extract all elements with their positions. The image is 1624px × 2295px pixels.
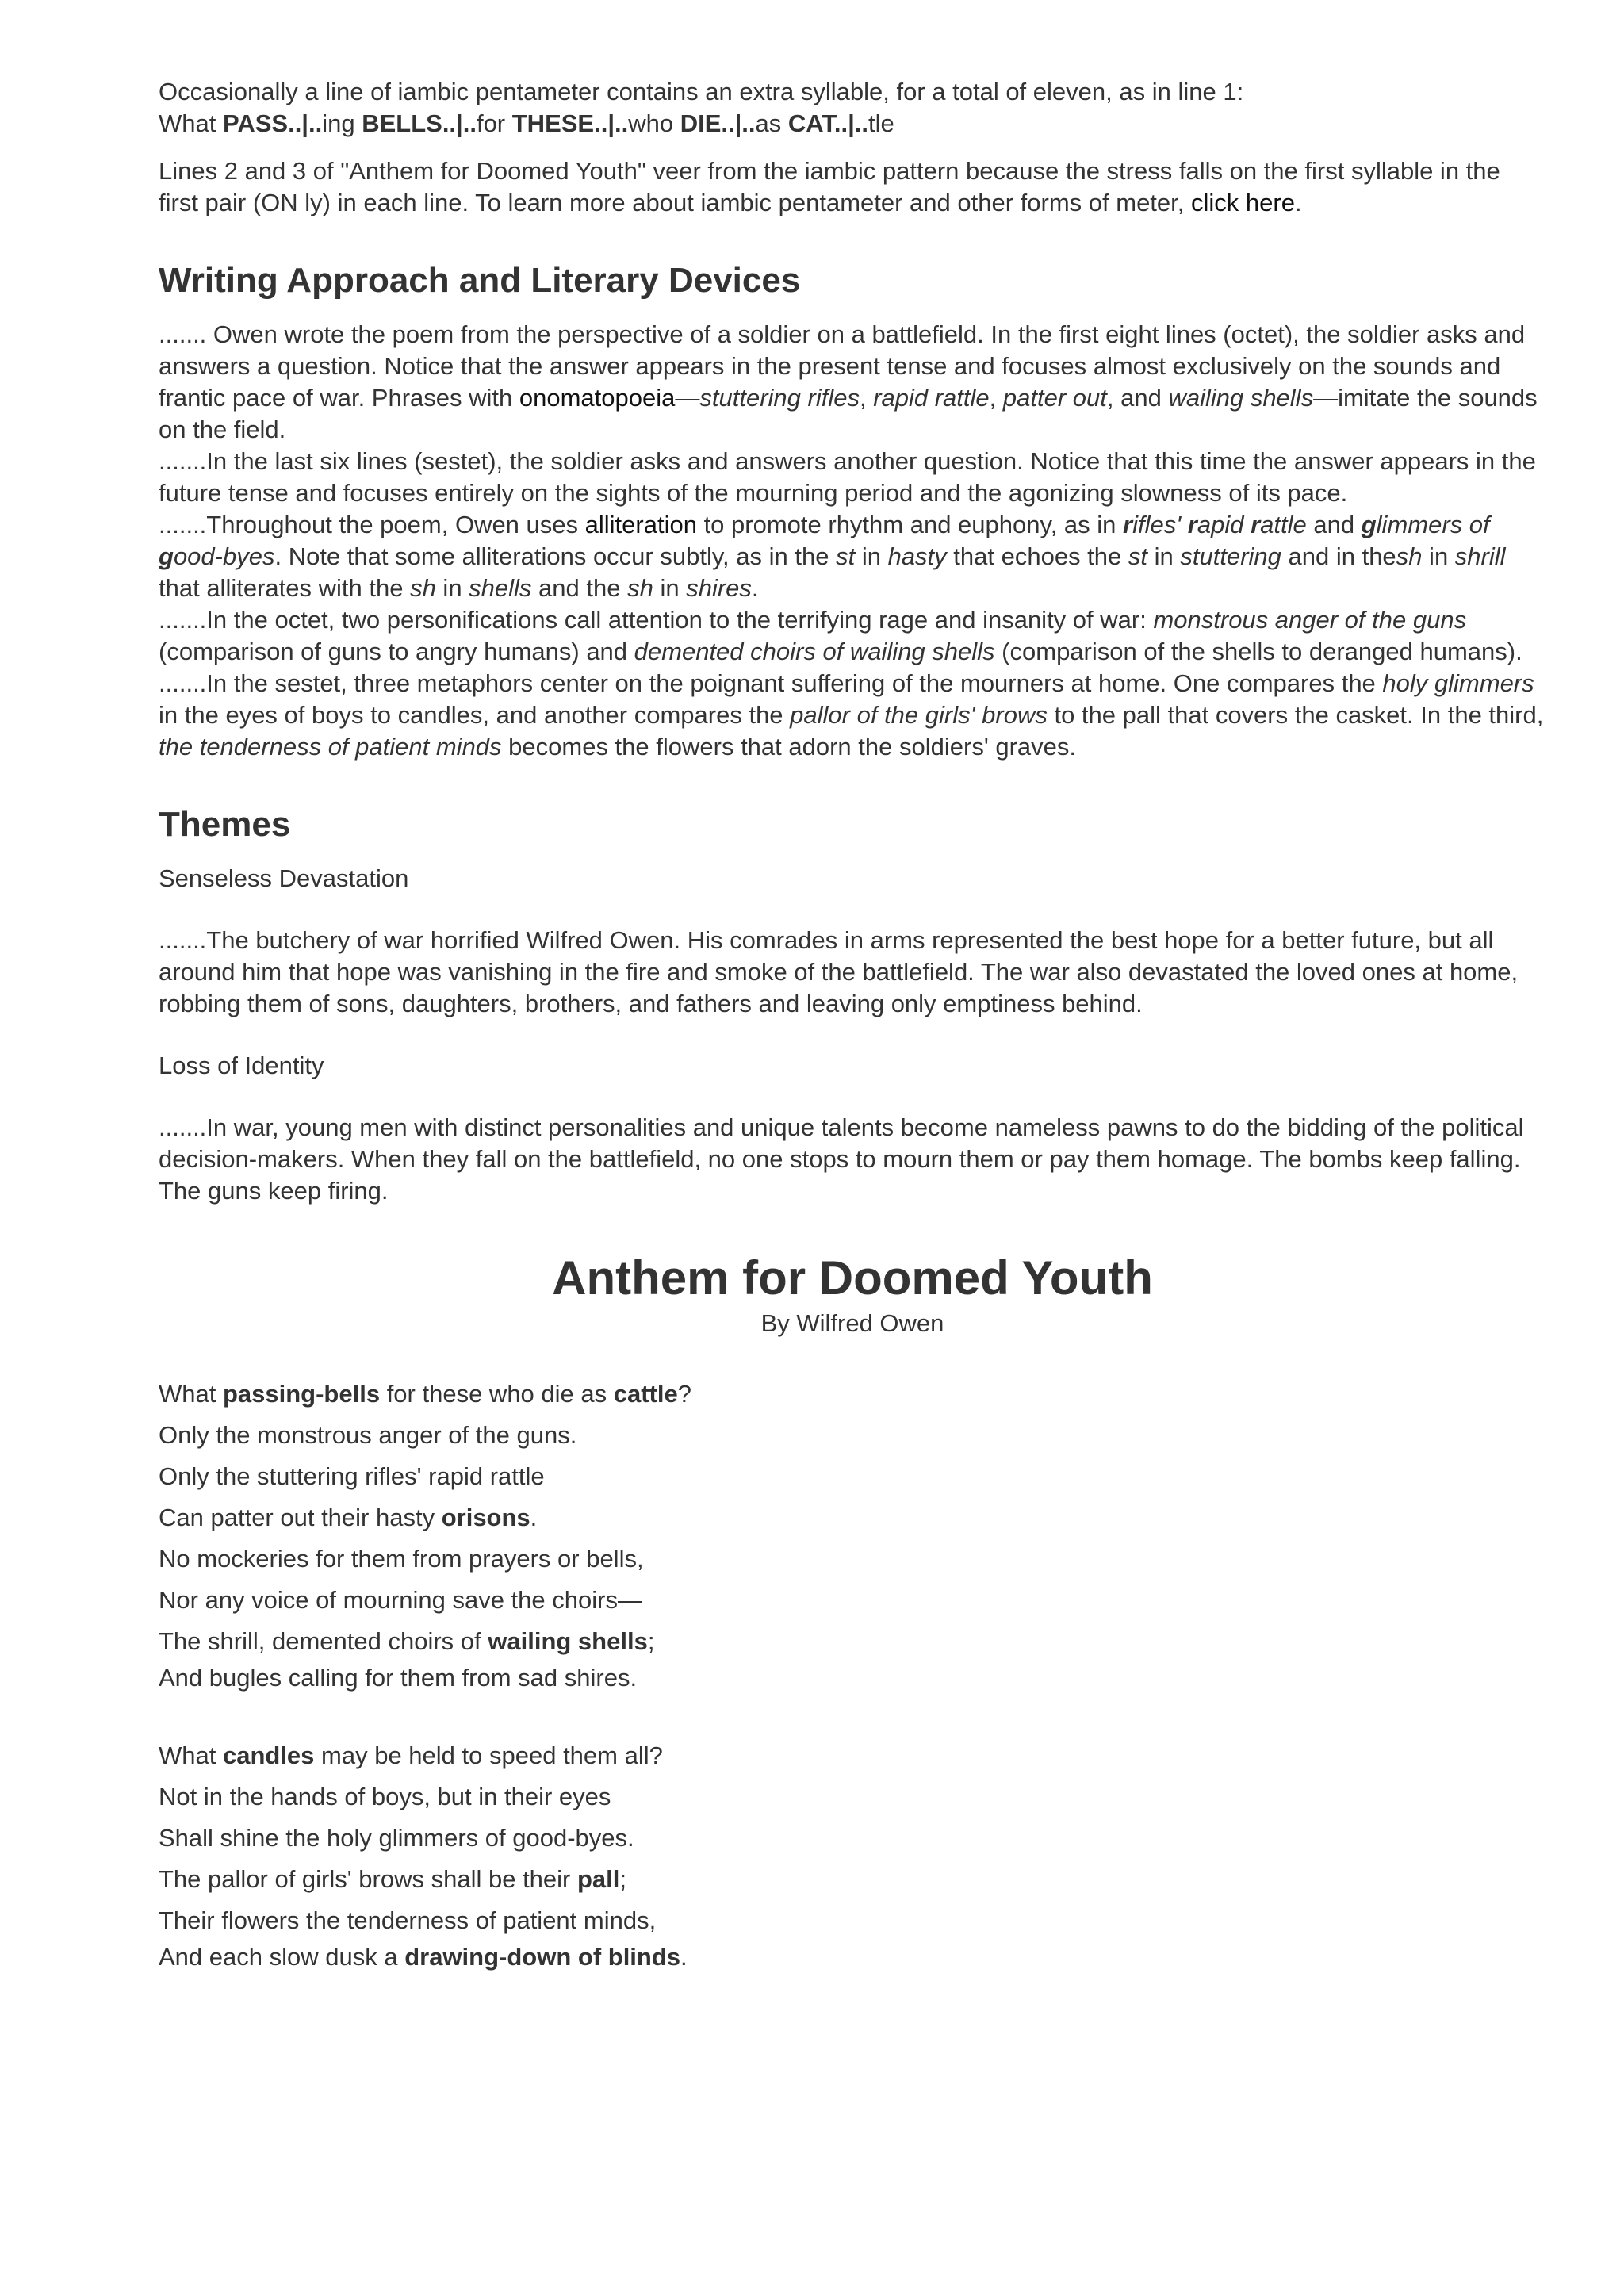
text-run: (comparison of guns to angry humans) and [159,638,634,665]
stressed-syllable: BELLS..|.. [362,109,477,137]
document-page [159,76,1546,1973]
unstressed-syllable: What [159,109,223,137]
bold-word: cattle [613,1380,678,1408]
italic-phrase: rapid rattle [873,384,990,412]
text-run: in [1422,542,1455,570]
unstressed-syllable: for [476,109,512,137]
writing-heading: Writing Approach and Literary Devices [159,261,801,300]
stanza-gap [159,1694,1546,1735]
poem-line [159,1497,1546,1538]
text-run: may be held to speed them all? [314,1741,663,1769]
text-run: No mockeries for them from prayers or bells, [159,1545,644,1573]
text-run: Can patter out their hasty [159,1504,442,1531]
italic-phrase: patter out [1002,384,1107,412]
poem-stanza-1 [159,1374,1546,1694]
text-run: .......In the sestet, three metaphors center on the poignant suffering of the mourners at home. One compares the [159,669,1383,697]
text-run: . [530,1504,538,1531]
stressed-syllable: THESE..|.. [511,109,629,137]
unstressed-syllable: ing [322,109,362,137]
alliteration-link[interactable]: alliteration [584,511,697,538]
text-run: . [680,1943,688,1971]
text-run: in [855,542,888,570]
poem-line [159,1580,1546,1621]
theme-subheading-devastation: Senseless Devastation [159,864,409,892]
theme-text-identity: .......In war, young men with distinct personalities and unique talents become nameless pawns to do the bidding of the political decision-makers. When they fall on the battlefield, no one stops to mourn them or pay them homage. The bombs keep falling. The guns keep firing. [159,1113,1524,1205]
text-run: Nor any voice of mourning save the choirs— [159,1586,642,1614]
italic-phrase: demented choirs of wailing shells [634,638,995,665]
text-run: And each slow dusk a [159,1943,405,1971]
text-run: .......In the octet, two personifications call attention to the terrifying rage and insanity of war: [159,606,1154,634]
bold-word: pall [576,1865,620,1893]
text-run: ifles' [1132,511,1188,538]
poem-line [159,1941,1546,1973]
bold-word: passing-bells [222,1380,381,1408]
veer-text: Lines 2 and 3 of "Anthem for Doomed Youth" veer from the iambic pattern because the stress falls on the first syllable in the first pair (ON ly) in each line. To learn more about iambic pentameter and other forms of meter, [159,157,1500,216]
text-run: What [159,1741,223,1769]
italic-phrase: sh [410,574,436,602]
text-run: ; [619,1865,627,1893]
text-run: ; [647,1627,655,1655]
onomatopoeia-link[interactable]: onomatopoeia [519,384,676,412]
text-run: in [435,574,469,602]
text-run: attle [1260,511,1307,538]
text-run: The pallor of girls' brows shall be their [159,1865,577,1893]
poem-line [159,1374,1546,1415]
text-run: that alliterates with the [159,574,411,602]
click-here-link[interactable]: click here [1191,189,1295,216]
text-run: — [675,384,700,412]
italic-phrase: monstrous anger of the guns [1153,606,1467,634]
unstressed-syllable: as [755,109,788,137]
writing-paragraph-3 [159,509,1546,604]
letter: r [1251,511,1261,538]
italic-phrase: the tenderness of patient minds [159,733,502,761]
text-run: , [859,384,874,412]
text-run: , [989,384,1003,412]
text-run: ? [677,1380,691,1408]
poem-line [159,1818,1546,1859]
italic-phrase: sh [627,574,653,602]
text-run: Not in the hands of boys, but in their eyes [159,1783,611,1810]
letter: g [159,542,174,570]
italic-phrase: shrill [1454,542,1506,570]
text-run: The shrill, demented choirs of [159,1627,488,1655]
text-run: in [653,574,687,602]
poem-title: Anthem for Doomed Youth [552,1251,1153,1305]
poem-body [159,1374,1546,1973]
poem-line [159,1735,1546,1776]
bold-word: candles [222,1741,315,1769]
theme-subheading-identity: Loss of Identity [159,1052,324,1079]
italic-phrase: stuttering rifles [699,384,860,412]
text-run: in the eyes of boys to candles, and another compares the [159,701,791,729]
italic-phrase: pallor of the girls' brows [790,701,1048,729]
italic-phrase: st [1128,542,1148,570]
poem-line [159,1456,1546,1497]
poem-title-block [159,1250,1546,1340]
stressed-syllable: PASS..|.. [222,109,323,137]
poem-line [159,1900,1546,1941]
rifles-rapid-rattle [1123,511,1307,538]
poem-stanza-2 [159,1735,1546,1973]
italic-phrase: stuttering [1180,542,1281,570]
italic-phrase: wailing shells [1168,384,1314,412]
poem-line [159,1538,1546,1580]
writing-paragraph-5 [159,668,1546,763]
text-run: and in the [1281,542,1396,570]
theme-text-devastation: .......The butchery of war horrified Wilfred Owen. His comrades in arms represented the best hope for a better future, but all around him that hope was vanishing in the fire and smoke of the battlefield. The war also devastated the loved ones at home, robbing them of sons, daughters, brothers, and fathers and leaving only emptiness behind. [159,926,1519,1017]
poem-line [159,1415,1546,1456]
poem-byline: By Wilfred Owen [760,1309,944,1337]
bold-word: orisons [441,1504,530,1531]
letter: g [1361,511,1377,538]
poem-line [159,1662,1546,1694]
text-run: in [1147,542,1181,570]
text-run: (comparison of the shells to deranged humans). [994,638,1522,665]
text-run: , and [1106,384,1169,412]
text-run: Only the stuttering rifles' rapid rattle [159,1462,545,1490]
writing-paragraph-1 [159,319,1546,446]
text-run: Only the monstrous anger of the guns. [159,1421,577,1449]
text-run: limmers of [1376,511,1490,538]
writing-paragraph-2: .......In the last six lines (sestet), the soldier asks and answers another question. Notice that this time the answer appears in the future tense and focuses entirely on the sights of the mourning period and the agonizing slowness of its pace. [159,447,1536,507]
text-run: Shall shine the holy glimmers of good-byes. [159,1824,634,1852]
stressed-syllable: CAT..|.. [787,109,868,137]
scansion-line [159,108,1546,140]
letter: r [1187,511,1197,538]
themes-heading: Themes [159,805,291,844]
text-run: to the pall that covers the casket. In the third, [1047,701,1544,729]
italic-phrase: st [836,542,856,570]
text-run: ....... Owen wrote the poem from the perspective of a soldier on a battlefield. In the first eight lines (octet), the soldier asks and answers a question. Notice that the answer appears in the present tense and focuses almost exclusively on the sounds and frantic pace of war. Phrases with [159,320,1526,412]
italic-phrase: shells [469,574,532,602]
italic-phrase: hasty [887,542,947,570]
bold-word: drawing-down of blinds [404,1943,681,1971]
bold-word: wailing shells [488,1627,648,1655]
unstressed-syllable: who [628,109,680,137]
text-run: .......Throughout the poem, Owen uses [159,511,585,538]
text-run: What [159,1380,223,1408]
stressed-syllable: DIE..|.. [680,109,756,137]
text-run: and [1306,511,1362,538]
veer-paragraph [159,155,1546,219]
text-run: . [751,574,759,602]
text-run: to promote rhythm and euphony, as in [696,511,1124,538]
text-run: that echoes the [946,542,1128,570]
italic-phrase: shires [686,574,752,602]
text-run: —imitate the sounds on the field. [159,384,1538,443]
writing-paragraph-4 [159,604,1546,668]
meter-intro: Occasionally a line of iambic pentameter contains an extra syllable, for a total of eleven, as in line 1: [159,78,1244,105]
text-run: Their flowers the tenderness of patient minds, [159,1906,657,1934]
text-run: And bugles calling for them from sad shires. [159,1664,638,1692]
text-run: for these who die as [380,1380,614,1408]
italic-phrase: sh [1396,542,1423,570]
text-run: ood-byes [173,542,275,570]
poem-line [159,1621,1546,1662]
text-run: becomes the flowers that adorn the soldiers' graves. [501,733,1077,761]
text-run: . Note that some alliterations occur subtly, as in the [274,542,837,570]
italic-phrase: holy glimmers [1382,669,1534,697]
text-run: and the [531,574,628,602]
letter: r [1123,511,1133,538]
period: . [1294,189,1302,216]
poem-line [159,1859,1546,1900]
unstressed-syllable: tle [868,109,894,137]
poem-line [159,1776,1546,1818]
text-run: apid [1197,511,1251,538]
